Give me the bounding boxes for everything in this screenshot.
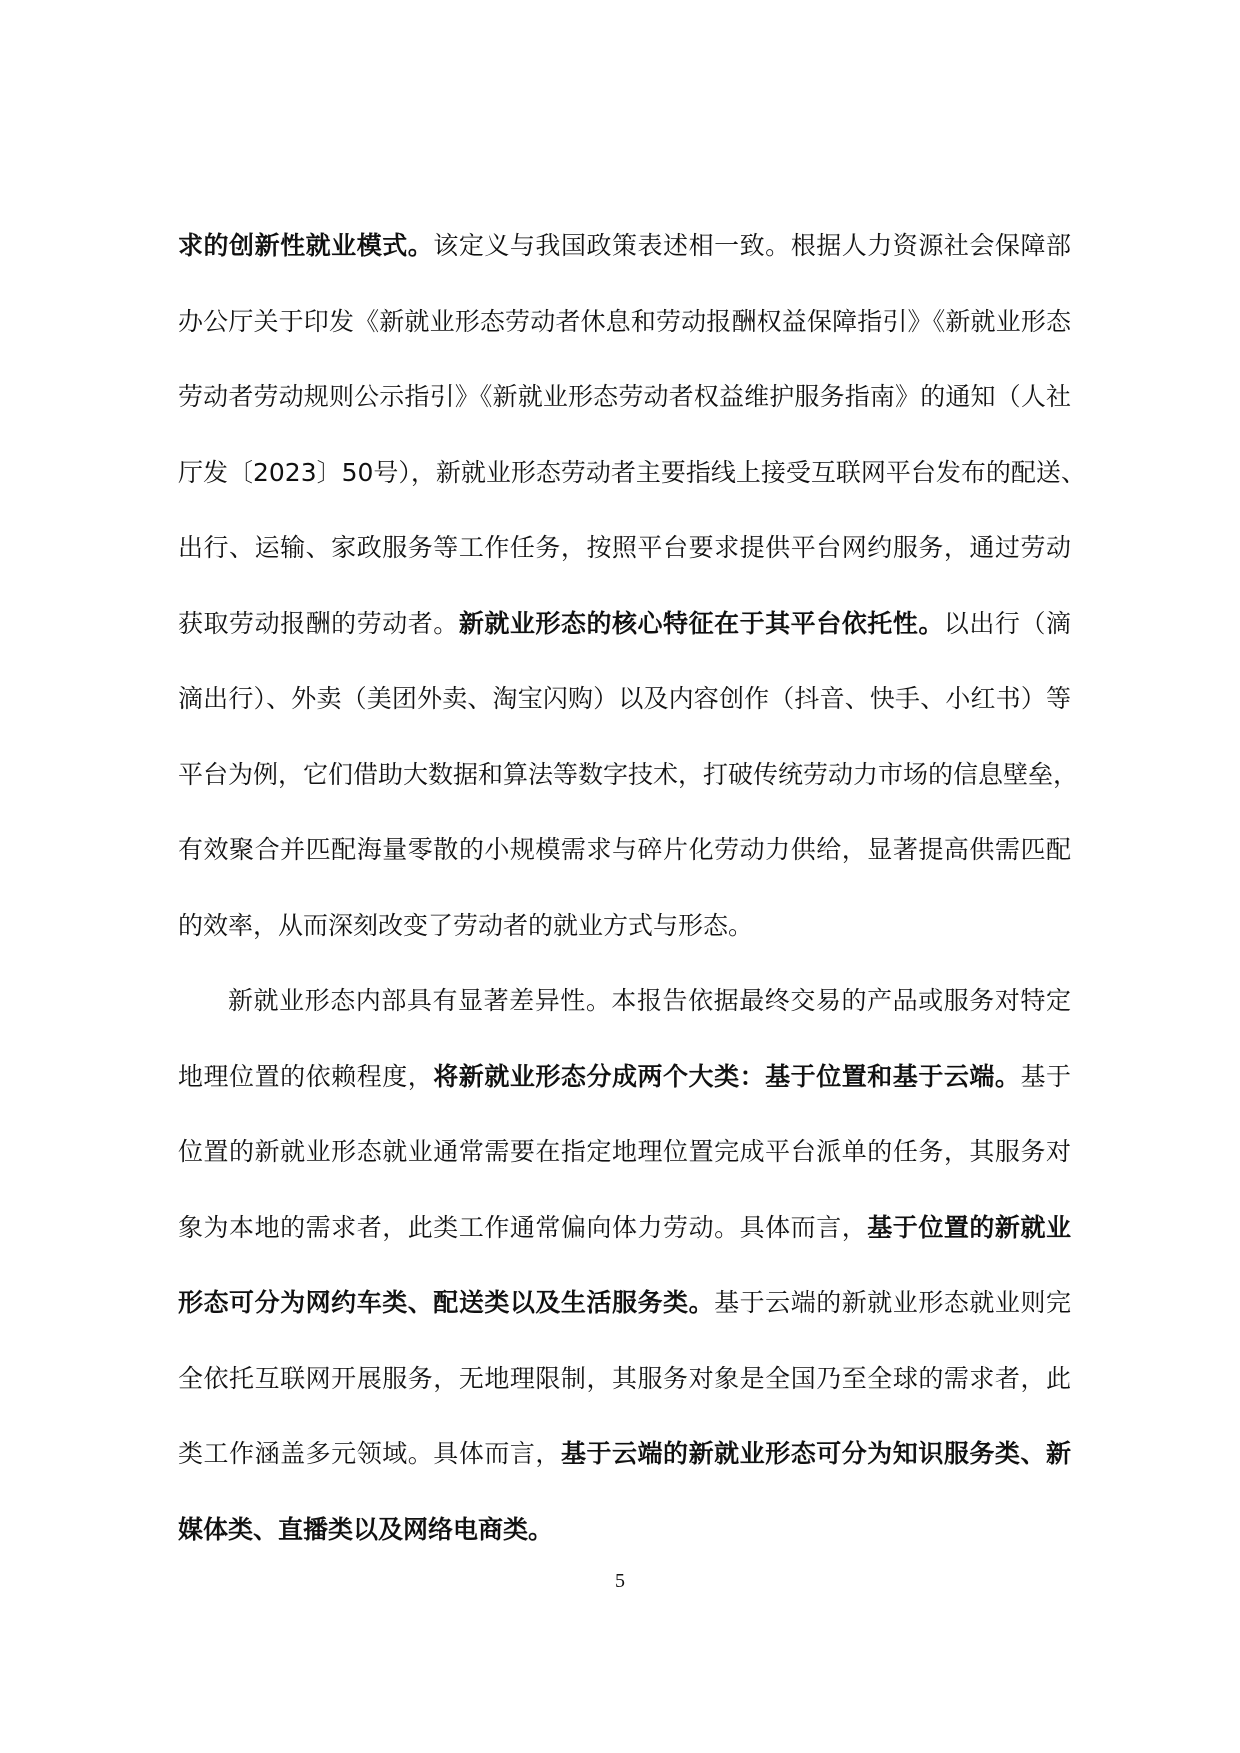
body-text: 象为本地的需求者，此类工作通常偏向体力劳动。具体而言， bbox=[178, 1212, 868, 1242]
bold-text: 新就业形态的核心特征在于其平台依托性。 bbox=[458, 608, 944, 638]
body-text: 劳动者劳动规则公示指引》《新就业形态劳动者权益维护服务指南》的通知（人社 bbox=[178, 382, 1071, 411]
text-line bbox=[178, 661, 1071, 737]
text-line bbox=[178, 1341, 1071, 1417]
bold-text: 媒体类、直播类以及网络电商类。 bbox=[178, 1514, 554, 1544]
body-text: 办公厅关于印发《新就业形态劳动者休息和劳动报酬权益保障指引》《新就业形态 bbox=[178, 306, 1071, 336]
body-text: 地理位置的依赖程度， bbox=[178, 1061, 434, 1091]
body-text: 基于 bbox=[1020, 1061, 1071, 1091]
body-text: 有效聚合并匹配海量零散的小规模需求与碎片化劳动力供给，显著提高供需匹配 bbox=[178, 835, 1071, 864]
body-text: 类工作涵盖多元领域。具体而言， bbox=[178, 1439, 561, 1468]
text-line bbox=[178, 1190, 1071, 1266]
text-line bbox=[178, 208, 1071, 284]
body-text: 的效率，从而深刻改变了劳动者的就业方式与形态。 bbox=[178, 910, 754, 940]
body-text: 全依托互联网开展服务，无地理限制，其服务对象是全国乃至全球的需求者，此 bbox=[178, 1363, 1071, 1393]
document-body bbox=[178, 208, 1086, 1567]
text-line bbox=[178, 435, 1086, 511]
body-text: 获取劳动报酬的劳动者。 bbox=[178, 608, 459, 638]
body-text: 新就业形态内部具有显著差异性。本报告依据最终交易的产品或服务对特定 bbox=[228, 986, 1071, 1015]
text-line bbox=[178, 1265, 1071, 1341]
text-line bbox=[178, 888, 1071, 964]
body-text: 基于云端的新就业形态就业则完 bbox=[714, 1288, 1071, 1317]
text-line bbox=[178, 737, 1079, 813]
text-line bbox=[178, 1416, 1071, 1492]
body-text: 以出行（滴 bbox=[943, 608, 1071, 638]
bold-text: 基于位置的新就业 bbox=[867, 1212, 1071, 1242]
body-text: 平台为例，它们借助大数据和算法等数字技术，打破传统劳动力市场的信息壁垒， bbox=[178, 759, 1079, 789]
bold-text: 求的创新性就业模式。 bbox=[178, 231, 434, 260]
body-text: 厅发〔2023〕50号），新就业形态劳动者主要指线上接受互联网平台发布的配送、 bbox=[178, 457, 1086, 487]
text-line bbox=[178, 963, 1071, 1039]
text-line bbox=[178, 510, 1071, 586]
text-line bbox=[178, 586, 1071, 662]
bold-text: 基于云端的新就业形态可分为知识服务类、新 bbox=[560, 1439, 1071, 1468]
body-text: 滴出行）、外卖（美团外卖、淘宝闪购）以及内容创作（抖音、快手、小红书）等 bbox=[178, 684, 1071, 713]
text-line bbox=[178, 1492, 1071, 1568]
body-text: 该定义与我国政策表述相一致。根据人力资源社会保障部 bbox=[433, 231, 1071, 260]
bold-text: 将新就业形态分成两个大类：基于位置和基于云端。 bbox=[433, 1061, 1021, 1091]
text-line bbox=[178, 284, 1071, 360]
paragraph bbox=[178, 208, 1086, 963]
paragraph bbox=[178, 963, 1071, 1567]
bold-text: 形态可分为网约车类、配送类以及生活服务类。 bbox=[178, 1288, 715, 1317]
text-line bbox=[178, 1114, 1071, 1190]
text-line bbox=[178, 359, 1071, 435]
text-line bbox=[178, 812, 1071, 888]
page-number: 5 bbox=[615, 1570, 625, 1592]
body-text: 位置的新就业形态就业通常需要在指定地理位置完成平台派单的任务，其服务对 bbox=[178, 1137, 1071, 1166]
text-line bbox=[178, 1039, 1071, 1115]
body-text: 出行、运输、家政服务等工作任务，按照平台要求提供平台网约服务，通过劳动 bbox=[178, 533, 1071, 562]
